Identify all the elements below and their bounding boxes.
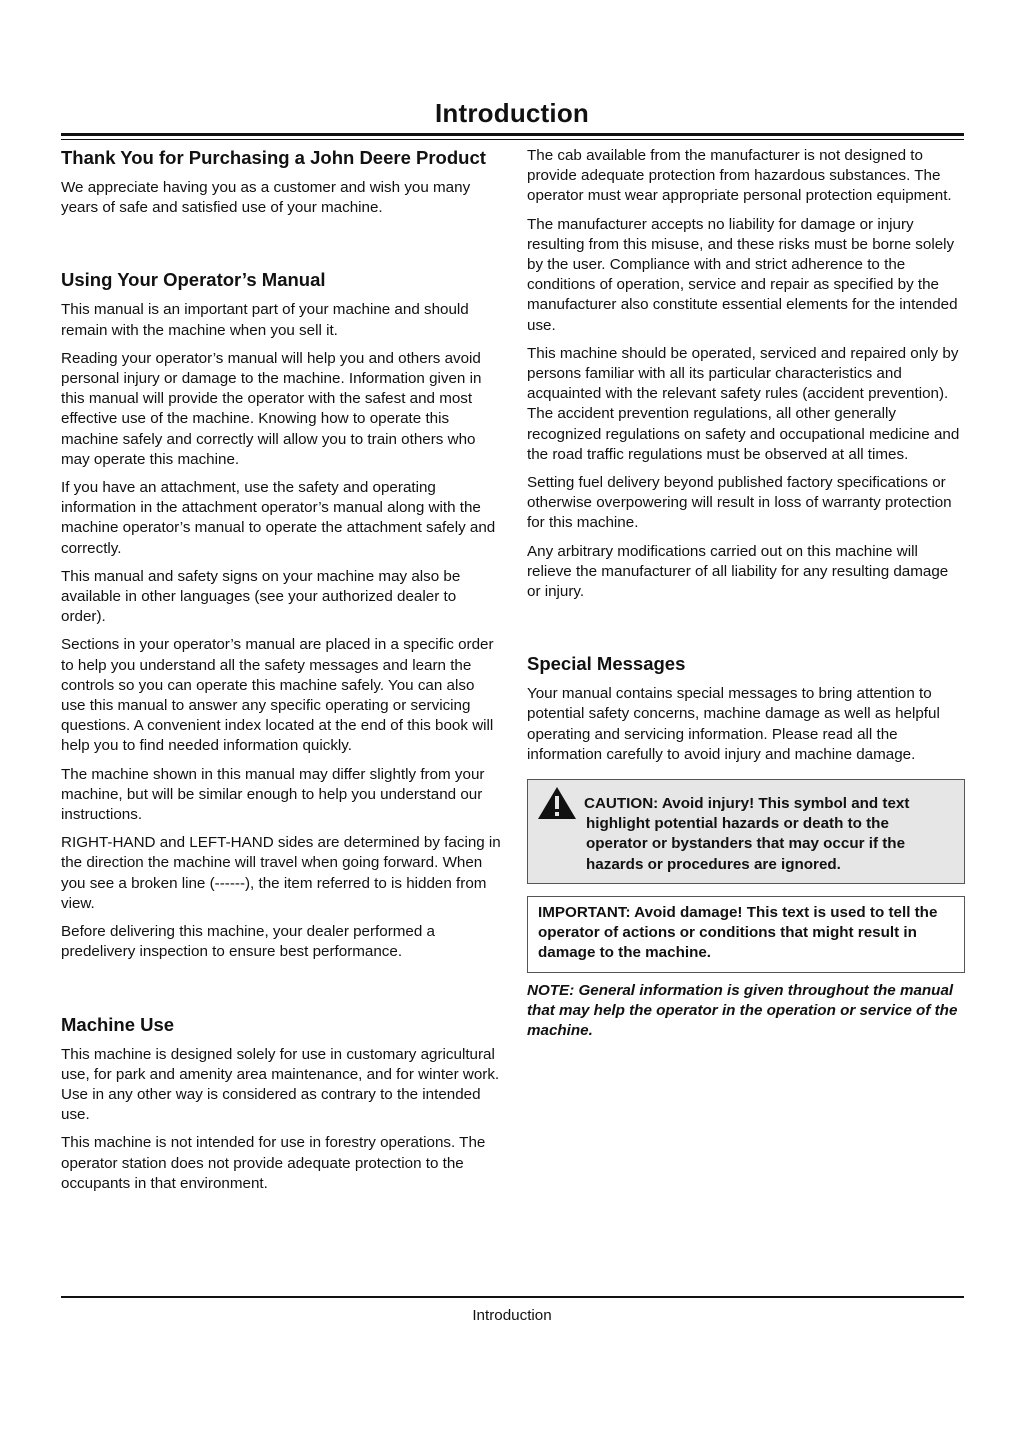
- important-text: IMPORTANT: Avoid damage! This text is used to tell the operator of actions or conditions that might result in damage to the machine.: [538, 903, 938, 962]
- footer-rule: [61, 1296, 964, 1298]
- right-column: [527, 146, 965, 1041]
- section-heading-machine-use: Machine Use: [61, 1013, 175, 1035]
- section-heading-using-manual: Using Your Operator’s Manual: [61, 269, 326, 291]
- paragraph: Reading your operator’s manual will help you and others avoid personal injury or damage to the machine. Information given in this manual will provide the operator with the safest and most effective use of the machine. Knowing how to operate this machine safely and correctly will allow you to train others who may operate this machine.: [61, 349, 482, 468]
- paragraph: RIGHT-HAND and LEFT-HAND sides are determined by facing in the direction the machine will travel when going forward. When you see a broken line (------), the item referred to is hidden from view.: [61, 834, 501, 912]
- paragraph: This machine should be operated, serviced and repaired only by persons familiar with all its particular characteristics and acquainted with the relevant safety rules (accident prevention). The accident prevention regulations, all other generally recognized regulations on safety and occupational medicine and the road traffic regulations must be observed at all times.: [527, 344, 960, 463]
- caution-box: [527, 779, 965, 884]
- section-heading-special-messages: Special Messages: [527, 653, 686, 675]
- paragraph: This manual is an important part of your machine and should remain with the machine when you sell it.: [61, 301, 469, 339]
- note-text: NOTE: General information is given throughout the manual that may help the operator in the operation or service of the machine.: [527, 981, 958, 1039]
- paragraph: Any arbitrary modifications carried out on this machine will relieve the manufacturer of all liability for any resulting damage or injury.: [527, 542, 949, 601]
- paragraph: This manual and safety signs on your machine may also be available in other languages (see your authorized dealer to order).: [61, 567, 461, 626]
- caution-text-first-line: CAUTION: Avoid injury! This symbol and text: [584, 795, 910, 813]
- page-title: Introduction: [434, 98, 590, 128]
- paragraph: Before delivering this machine, your dealer performed a predelivery inspection to ensure best performance.: [61, 923, 435, 961]
- important-box: [527, 896, 965, 973]
- title-rule-thin: [61, 139, 964, 140]
- paragraph: This machine is not intended for use in forestry operations. The operator station does not provide adequate protection to the occupants in that environment.: [61, 1134, 486, 1192]
- paragraph: The manufacturer accepts no liability for damage or injury resulting from this misuse, and these risks must be borne solely by the user. Compliance with and strict adherence to the conditions of operation, service and repair as specified by the manufacturer also constitute essential elements for the intended use.: [527, 215, 958, 334]
- paragraph: Your manual contains special messages to bring attention to potential safety concerns, machine damage as well as helpful operating and servicing information. Please read all the information carefully to avoid injury and machine damage.: [527, 685, 940, 763]
- paragraph: This machine is designed solely for use in customary agricultural use, for park and amenity area maintenance, and for winter work. Use in any other way is considered as contrary to the intended use.: [61, 1045, 500, 1124]
- paragraph: Sections in your operator’s manual are placed in a specific order to help you understand all the safety messages and learn the controls so you can operate this machine safely. You can also use this manual to answer any specific operating or servicing questions. A convenient index located at the end of this book will help you to find needed information quickly.: [61, 636, 494, 755]
- paragraph: We appreciate having you as a customer and wish you many years of safe and satisfied use of your machine.: [61, 179, 471, 217]
- caution-text: highlight potential hazards or death to the operator or bystanders that may occur if the hazards or procedures are ignored.: [586, 815, 906, 873]
- paragraph: If you have an attachment, use the safety and operating information in the attachment operator’s manual along with the machine operator’s manual to operate the attachment safely and correctly.: [61, 479, 496, 557]
- section-heading-thank-you: Thank You for Purchasing a John Deere Product: [61, 147, 486, 168]
- footer-label: Introduction: [472, 1307, 552, 1324]
- paragraph: Setting fuel delivery beyond published factory specifications or otherwise overpowering will result in loss of warranty protection for this machine.: [527, 474, 952, 532]
- left-column: [61, 146, 501, 1202]
- warning-triangle-icon: [537, 786, 577, 820]
- paragraph: The cab available from the manufacturer is not designed to provide adequate protection from hazardous substances. The operator must wear appropriate personal protection equipment.: [527, 147, 952, 205]
- paragraph: The machine shown in this manual may differ slightly from your machine, but will be similar enough to help you understand our instructions.: [61, 765, 485, 824]
- title-rule-thick: [61, 133, 964, 136]
